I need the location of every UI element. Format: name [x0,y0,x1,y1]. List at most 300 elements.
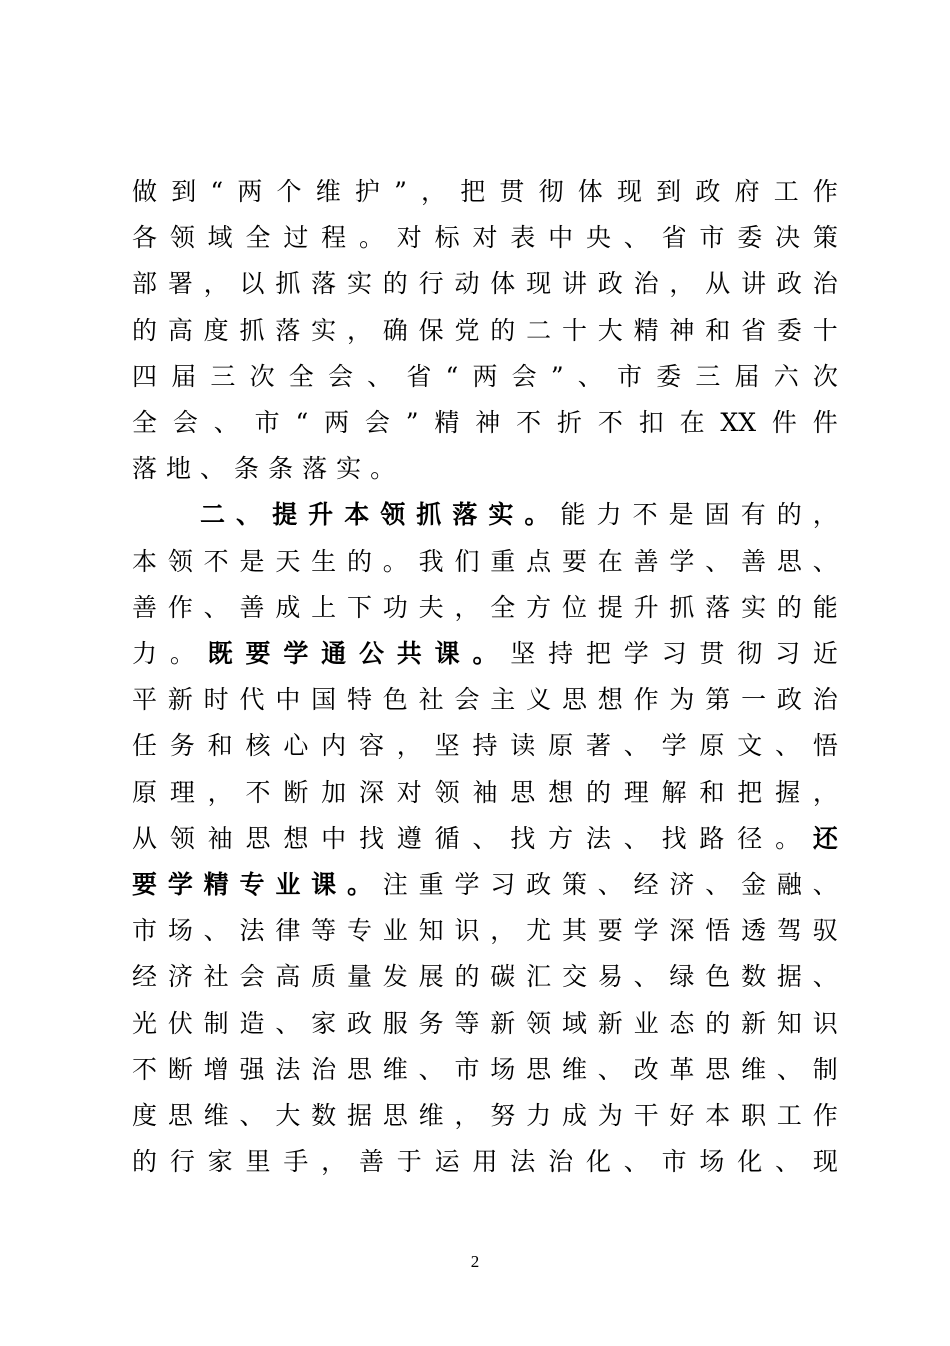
text-char: 重 [490,546,516,576]
text-char: 场 [699,1147,725,1177]
text-char: 好 [669,1101,695,1130]
text-char: 工 [773,177,799,206]
text-char: 思 [776,546,802,576]
text-char: 读 [510,731,536,761]
text-char: 断 [167,1054,193,1084]
text-char: 为 [597,1101,623,1130]
text-char: ， [454,1101,480,1130]
text-char: 治 [311,1054,337,1084]
text-char: 领 [526,1008,552,1038]
text-char: 护 [354,177,380,206]
text-char: 落 [275,315,301,345]
text-char: 精 [434,408,460,437]
text-char: 治 [548,1147,574,1177]
text-char: 要 [561,546,587,576]
text-char: 职 [741,1101,767,1130]
text-char: 策 [812,223,838,253]
text-char: 近 [812,639,838,668]
text-char: 增 [203,1054,229,1084]
text-char: 把 [460,177,486,206]
text-char: 落 [705,592,731,622]
text-char: 务 [418,1008,444,1038]
text-char: 政 [695,177,721,206]
text-char: 地 [166,454,192,484]
text-char: 量 [346,962,372,992]
text-char: 天 [275,546,301,576]
text-char: 色 [382,685,408,715]
bold-text: 专 [239,870,265,899]
bold-text: 还 [812,823,838,853]
text-char: 作 [633,685,659,715]
text-char: 、 [200,454,226,484]
text-char: 内 [321,731,347,761]
text-char: 务 [169,731,195,761]
text-char: 届 [171,361,197,391]
text-char: 思 [705,1054,731,1084]
text-char: ， [812,777,838,807]
text-char: 主 [490,685,516,715]
text-char: 干 [633,1101,659,1130]
text-char: 落 [311,269,337,299]
text-char: 做 [132,177,158,206]
text-char: 是 [239,546,265,576]
text-char: 强 [239,1054,265,1084]
text-char: 现 [526,269,552,299]
text-char: 实 [336,454,362,484]
bold-text: 公 [358,639,384,668]
text-char: 行 [418,269,444,299]
text-char: ， [203,269,229,299]
text-char: 家 [207,1147,233,1177]
text-char: 彻 [538,177,564,206]
text-char: 会 [239,962,265,992]
text-char: 、 [239,1101,265,1130]
text-char: ， [812,500,838,530]
text-char: 两 [324,408,350,437]
text-char: 、 [367,361,393,391]
bold-text: 要 [245,639,271,668]
text-char: 维 [382,1054,408,1084]
text-char: 化 [585,1147,611,1177]
text-line [132,911,838,951]
text-line [132,819,838,859]
bold-text: 实 [488,500,514,530]
text-char: 的 [454,962,480,992]
text-char: 我 [418,546,444,576]
text-char: 伏 [167,1008,193,1038]
text-char: 条 [268,454,294,484]
text-char: 府 [734,177,760,206]
bold-text: 共 [396,639,422,668]
text-char: 两 [472,361,498,391]
text-char: 和 [699,777,725,807]
text-char: 学 [623,639,649,668]
text-char: ， [454,592,480,622]
text-char: 上 [311,592,337,622]
text-char: 思 [526,1054,552,1084]
text-char: 的 [776,500,802,530]
text-char: 理 [169,777,195,807]
text-char: 度 [203,315,229,345]
text-char: 、 [812,870,838,899]
text-char: 、 [203,592,229,622]
text-char: 化 [737,1147,763,1177]
text-char: 法 [510,1147,536,1177]
text-char: 、 [633,962,659,992]
text-char: 展 [418,962,444,992]
text-char: 理 [623,777,649,807]
text-char: 悟 [812,731,838,761]
text-char: 政 [346,1008,372,1038]
text-char: 。 [775,823,801,853]
text-char: 、 [775,731,801,761]
text-char: “ [295,408,309,437]
text-char: 政 [597,269,623,299]
text-char: 高 [167,315,193,345]
text-char: 原 [548,731,574,761]
bold-text: 通 [321,639,347,668]
text-char: 驾 [776,916,802,946]
text-char: 领 [169,823,195,853]
text-char: 精 [633,315,659,345]
text-char: 运 [434,1147,460,1177]
text-char: ， [207,777,233,807]
text-char: 彻 [737,639,763,668]
text-char: 路 [699,823,725,853]
text-line [132,680,838,720]
text-line [132,726,838,766]
text-char: 习 [661,639,687,668]
text-char: 六 [773,361,799,391]
text-char: 和 [207,731,233,761]
text-char: 注 [382,870,408,899]
text-char: 代 [239,685,265,715]
text-char: 的 [346,546,372,576]
text-char: 、 [597,1054,623,1084]
text-char: 坚 [510,639,536,668]
text-line [132,172,838,212]
text-char: 的 [490,315,516,345]
text-char: 经 [633,870,659,899]
text-char: 原 [699,731,725,761]
text-char: 省 [661,223,687,253]
text-char: 济 [669,870,695,899]
text-char: 造 [239,1008,265,1038]
text-line [132,311,838,351]
text-char: 贯 [699,639,725,668]
text-char: 对 [396,223,422,253]
text-char: 省 [406,361,432,391]
text-char: 从 [132,823,158,853]
text-char: 政 [776,685,802,715]
text-char: 思 [510,777,536,807]
text-char: ， [421,177,447,206]
text-char: 域 [207,223,233,253]
text-char: 革 [669,1054,695,1084]
text-char: 律 [275,916,301,946]
text-char: 袖 [472,777,498,807]
text-char: 断 [283,777,309,807]
text-char: 届 [734,361,760,391]
text-char: 、 [812,546,838,576]
text-char: 新 [597,1008,623,1038]
text-char: 善 [358,1147,384,1177]
text-char: 学 [661,731,687,761]
text-char: 中 [275,685,301,715]
text-char: 持 [548,639,574,668]
text-char: 易 [597,962,623,992]
text-char: 的 [132,1147,158,1177]
text-char: 深 [669,916,695,946]
text-char: 二 [526,315,552,345]
text-char: 神 [669,315,695,345]
text-char: 交 [561,962,587,992]
text-char: 市 [699,223,725,253]
text-char: 手 [283,1147,309,1177]
text-char: 学 [669,546,695,576]
text-char: 国 [311,685,337,715]
text-char: 把 [737,777,763,807]
bold-text: 二 [200,500,226,530]
text-char: 对 [396,777,422,807]
text-char: 质 [311,962,337,992]
text-char: 里 [245,1147,271,1177]
text-char: 升 [633,592,659,622]
text-char: 标 [434,223,460,253]
text-char: 到 [656,177,682,206]
text-char: 坚 [434,731,460,761]
bold-text: 要 [132,870,158,899]
text-char: 过 [283,223,309,253]
text-char: 本 [705,1101,731,1130]
text-char: 、 [705,870,731,899]
text-char: 次 [249,361,275,391]
text-char: 找 [661,823,687,853]
text-char: 的 [705,1008,731,1038]
bold-text: 既 [207,639,233,668]
text-char: 署 [167,269,193,299]
text-char: 态 [669,1008,695,1038]
text-line [132,449,838,489]
text-char: 确 [382,315,408,345]
text-char: 讲 [741,269,767,299]
text-char: 要 [597,916,623,946]
text-char: 、 [275,1008,301,1038]
text-char: 知 [418,916,444,946]
bold-text: 课 [311,870,337,899]
text-char: 努 [490,1101,516,1130]
text-line [200,495,838,535]
text-char: 政 [526,870,552,899]
text-char: 专 [346,916,372,946]
text-char: 心 [283,731,309,761]
text-line [132,542,838,582]
text-char: 数 [311,1101,337,1130]
text-char: 现 [812,1147,838,1177]
text-char: 家 [311,1008,337,1038]
text-char: “ [210,177,224,206]
text-char: 落 [132,454,158,484]
text-char: 循 [434,823,460,853]
text-line [132,588,838,628]
text-char: 。 [169,639,195,668]
text-char: 思 [167,1101,193,1130]
text-char: 力 [526,1101,552,1130]
text-char: 不 [632,500,658,530]
text-char: ” [550,361,564,391]
text-char: 善 [633,546,659,576]
text-char: 据 [776,962,802,992]
text-char: 治 [812,685,838,715]
text-line [132,1142,838,1182]
text-char: 行 [169,1147,195,1177]
text-char: 济 [167,962,193,992]
text-char: 决 [775,223,801,253]
text-char: 成 [275,592,301,622]
text-char: 找 [358,823,384,853]
text-char: 找 [510,823,536,853]
bold-text: 业 [275,870,301,899]
text-char: 各 [132,223,158,253]
text-char: 驭 [812,916,838,946]
text-char: 三 [695,361,721,391]
text-char: 实 [741,592,767,622]
text-char: 高 [275,962,301,992]
text-char: 解 [661,777,687,807]
text-char: 时 [203,685,229,715]
text-char: 为 [669,685,695,715]
text-char: 第 [705,685,731,715]
text-char: 委 [656,361,682,391]
text-char: 、 [203,916,229,946]
text-line [132,357,838,397]
text-char: 市 [254,408,280,437]
text-char: 工 [776,1101,802,1130]
text-char: 善 [741,546,767,576]
text-char: 色 [705,962,731,992]
text-char: 把 [585,639,611,668]
text-char: 体 [577,177,603,206]
text-char: 条 [234,454,260,484]
text-char: 域 [561,1008,587,1038]
text-char: 识 [812,1008,838,1038]
text-char: 会 [364,408,390,437]
text-line [132,957,838,997]
text-char: “ [445,361,459,391]
text-char: 特 [346,685,372,715]
text-char: 们 [454,546,480,576]
text-line [132,634,838,674]
text-char: 、 [597,870,623,899]
text-line [132,773,838,813]
text-char: 等 [454,1008,480,1038]
text-char: 、 [812,962,838,992]
text-char: 义 [526,685,552,715]
text-char: 握 [775,777,801,807]
text-char: 本 [132,546,158,576]
text-char: 。 [358,223,384,253]
text-char: 重 [418,870,444,899]
text-char: 落 [302,454,328,484]
text-char: 学 [633,916,659,946]
text-char: 提 [597,592,623,622]
text-char: 市 [616,361,642,391]
text-char: 、 [623,823,649,853]
text-char: 领 [169,223,195,253]
bold-text: 升 [308,500,334,530]
text-char: 维 [741,1054,767,1084]
text-char: 著 [585,731,611,761]
text-char: 实 [311,315,337,345]
text-char: 次 [812,361,838,391]
text-char: 全 [490,592,516,622]
bold-text: 精 [203,870,229,899]
text-char: 在 [679,408,705,437]
text-char: 制 [203,1008,229,1038]
text-char: 会 [172,408,198,437]
bold-text: 领 [380,500,406,530]
text-char: 、 [418,1054,444,1084]
text-char: 大 [275,1101,301,1130]
text-char: ， [669,269,695,299]
text-char: XX [720,408,757,437]
text-char: 讲 [561,269,587,299]
text-line [132,264,838,304]
text-char: 和 [705,315,731,345]
text-char: 点 [526,546,552,576]
text-char: 作 [812,1101,838,1130]
text-char: 容 [358,731,384,761]
text-char: 治 [633,269,659,299]
text-char: 等 [311,916,337,946]
text-char: 到 [171,177,197,206]
text-char: 、 [623,1147,649,1177]
text-char: 抓 [275,269,301,299]
text-char: 领 [167,546,193,576]
text-char: 加 [321,777,347,807]
text-char: 会 [327,361,353,391]
text-char: 治 [812,269,838,299]
text-char: 新 [741,1008,767,1038]
text-char: 作 [167,592,193,622]
text-char: 市 [454,1054,480,1084]
bold-text: 本 [344,500,370,530]
text-char: 于 [396,1147,422,1177]
text-char: 不 [597,408,623,437]
text-char: 改 [633,1054,659,1084]
text-char: 一 [741,685,767,715]
text-char: ， [490,916,516,946]
text-char: 碳 [490,962,516,992]
text-char: 法 [239,916,265,946]
text-char: 贯 [499,177,525,206]
text-char: 维 [203,1101,229,1130]
text-char: 服 [382,1008,408,1038]
text-char: 尤 [526,916,552,946]
text-char: 全 [288,361,314,391]
text-char: 领 [434,777,460,807]
text-char: 社 [418,685,444,715]
text-char: 想 [283,823,309,853]
text-char: ， [396,731,422,761]
text-char: 是 [668,500,694,530]
text-char: 位 [561,592,587,622]
text-char: 场 [490,1054,516,1084]
text-line [132,1096,838,1136]
text-char: 制 [812,1054,838,1084]
text-char: 党 [454,315,480,345]
text-char: 维 [561,1054,587,1084]
